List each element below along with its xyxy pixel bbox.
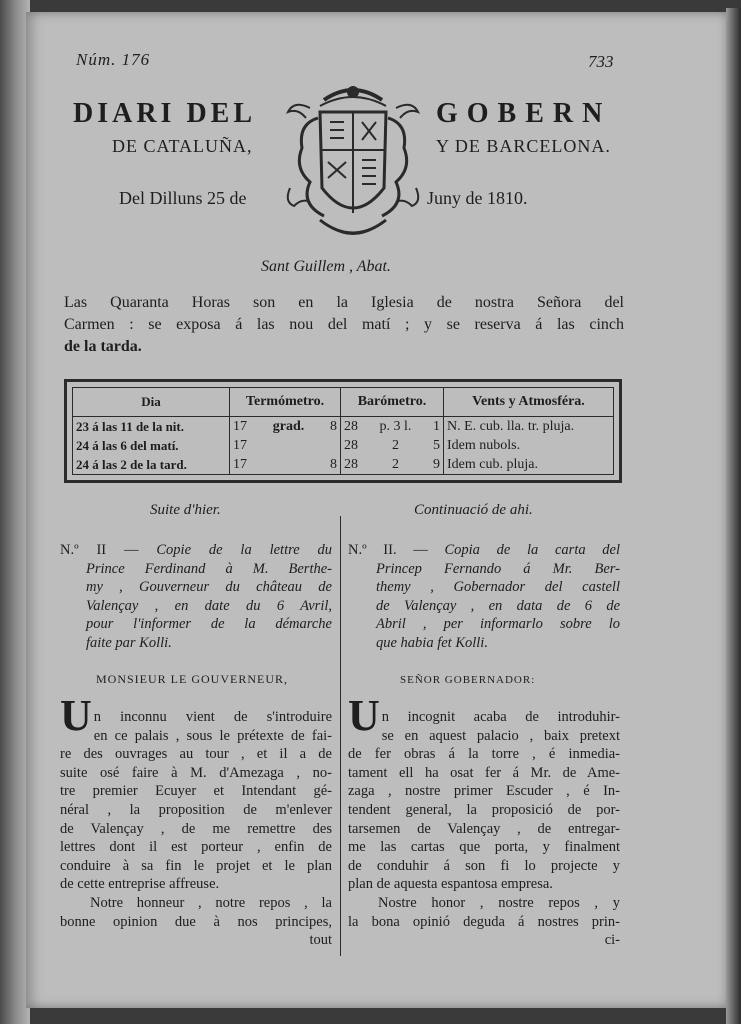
body-line: de Valençay , de me remettre des: [60, 820, 332, 837]
cell-termometro: [230, 436, 341, 455]
ref-line: [60, 541, 332, 560]
body-line: tout: [309, 932, 332, 949]
ref-line: my , Gouverneur du château de: [86, 579, 332, 595]
ref-label: N.º II. —: [348, 542, 428, 558]
cell-barometro: [341, 417, 444, 437]
thermo-value: 17: [233, 456, 247, 472]
ref-line: themy , Gobernador del castell: [376, 579, 620, 595]
body-line: Nostre honor , nostre repos , y: [378, 894, 620, 911]
masthead-title-left: DIARI DEL: [73, 98, 257, 129]
weather-header-row: [73, 388, 613, 417]
cell-dia: 24 á las 2 de la tard.: [73, 455, 230, 474]
body-line: tament ell ha osat fer á Mr. de Ame-: [348, 764, 620, 781]
ref-line: faite par Kolli.: [86, 634, 172, 651]
col-header-vents: Vents y Atmosféra.: [444, 388, 614, 417]
right-column-heading: Continuació de ahi.: [414, 502, 533, 518]
right-salutation: SEÑOR GOBERNADOR:: [400, 674, 536, 686]
baro-inches: 28: [344, 418, 358, 434]
body-line: bonne opinion due à nos principes,: [60, 913, 332, 930]
coat-of-arms-icon: [280, 78, 426, 248]
body-line: plan de aquesta espantosa empresa.: [348, 876, 553, 893]
body-line: ci-: [604, 932, 620, 949]
baro-inches: 28: [344, 456, 358, 472]
baro-points: 5: [433, 437, 440, 453]
body-line: la bona opinió deguda á nostres prin-: [348, 913, 620, 930]
body-line: tendent general, la proposició de por-: [348, 801, 620, 818]
issue-number: Núm. 176: [76, 50, 151, 69]
intro-paragraph: [64, 292, 624, 358]
baro-points: 1: [432, 418, 440, 434]
book-page-edge: [726, 8, 741, 1024]
baro-lines: p. 3 l.: [379, 418, 412, 434]
col-header-barometro: Barómetro.: [341, 388, 444, 417]
cell-termometro: [230, 417, 341, 437]
ref-line: Abril , per informarlo sobre lo: [376, 616, 620, 632]
ref-line: Prince Ferdinand à M. Berthe-: [86, 560, 332, 577]
table-row: [73, 455, 613, 474]
left-column-heading: Suite d'hier.: [150, 502, 221, 518]
thermo-fraction: 8: [330, 456, 337, 472]
col-header-dia: Dia: [73, 388, 230, 417]
intro-line: Carmen : se exposa á las nou del matí ; y se reserva á las cinch: [64, 316, 624, 333]
body-line: n inconnu vient de s'introduire: [93, 709, 332, 725]
thermo-value: 17: [233, 418, 247, 434]
body-line: néral , la proposition de m'enlever: [60, 801, 332, 818]
ref-line: [348, 541, 620, 560]
cell-vents: Idem nubols.: [447, 437, 521, 453]
cell-vents: Idem cub. pluja.: [447, 456, 538, 472]
column-divider: [340, 516, 341, 956]
left-salutation: MONSIEUR LE GOUVERNEUR,: [96, 672, 288, 686]
issue-date-right: Juny de 1810.: [427, 188, 528, 208]
body-line: lettres dont il est porteur , enfin de: [60, 839, 332, 856]
baro-points: 9: [433, 456, 440, 472]
body-line: zaga , nostre primer Escuder , é In-: [348, 783, 620, 800]
cell-dia: 24 á las 6 del matí.: [73, 436, 230, 455]
cell-termometro: [230, 455, 341, 474]
col-header-termometro: Termómetro.: [230, 388, 341, 417]
body-line: en ce palais , sous le prétexte de fai-: [93, 727, 332, 744]
masthead-subtitle-right: Y DE BARCELONA.: [436, 136, 611, 156]
body-line: de cette entreprise affreuse.: [60, 876, 220, 893]
body-line: re des ouvrages au tour , et il a de: [60, 746, 332, 763]
ref-text: Copie de la lettre du: [156, 542, 333, 558]
left-body-text: [60, 691, 332, 950]
page-number: 733: [588, 52, 614, 71]
body-line: tarsemen de Valençay , de entregar-: [348, 820, 620, 837]
table-row: [73, 417, 613, 437]
newspaper-page: [26, 12, 728, 1008]
thermo-value: 17: [233, 437, 247, 453]
masthead-subtitle-left: DE CATALUÑA,: [112, 136, 253, 156]
ref-line: que habia fet Kolli.: [376, 634, 488, 651]
right-dropcap: U: [348, 691, 380, 740]
intro-line: de la tarda.: [64, 338, 142, 355]
masthead-title-right: GOBERN: [436, 98, 612, 129]
issue-date-left: Del Dilluns 25 de: [119, 188, 247, 208]
body-line: me las cartas que porta, y finalment: [348, 839, 620, 856]
right-document-reference: [348, 541, 620, 652]
ref-line: pour l'informer de la démarche: [86, 616, 332, 632]
thermo-unit: grad.: [272, 418, 305, 434]
baro-inches: 28: [344, 437, 358, 453]
body-line: se en aquest palacio , baix pretext: [381, 727, 620, 744]
body-line: Notre honneur , notre repos , la: [90, 894, 332, 911]
thermo-fraction: 8: [330, 418, 337, 434]
cell-barometro: [341, 455, 444, 474]
left-document-reference: [60, 541, 332, 652]
body-line: n incognit acaba de introduhir-: [381, 709, 620, 725]
ref-line: Princep Fernando á Mr. Ber-: [376, 560, 620, 577]
right-body-text: [348, 691, 620, 950]
body-line: conduire à sa fin le projet et le plan: [60, 857, 332, 874]
cell-vents: N. E. cub. lla. tr. pluja.: [447, 418, 575, 434]
cell-dia: 23 á las 11 de la nit.: [73, 417, 230, 437]
baro-lines: 2: [392, 437, 399, 453]
saint-of-the-day: Sant Guillem , Abat.: [261, 258, 391, 275]
body-line: de conduhir á son fi lo projecte y: [348, 857, 620, 874]
left-dropcap: U: [60, 691, 92, 740]
ref-line: Valençay , en date du 6 Avril,: [86, 597, 332, 614]
body-line: tre premier Ecuyer et Intendant gé-: [60, 783, 332, 800]
baro-lines: 2: [392, 456, 399, 472]
cell-barometro: [341, 436, 444, 455]
body-line: suite osé faire à M. d'Amezaga , no-: [60, 764, 332, 781]
ref-line: de Valençay , en data de 6 de: [376, 597, 620, 614]
intro-line: Las Quaranta Horas son en la Iglesia de nostra Señora del: [64, 294, 624, 311]
ref-text: Copia de la carta del: [444, 542, 621, 558]
weather-table: [64, 379, 622, 483]
ref-label: N.º II —: [60, 542, 139, 558]
table-row: [73, 436, 613, 455]
body-line: de fer obras á la torre , é inmedia-: [348, 746, 620, 763]
